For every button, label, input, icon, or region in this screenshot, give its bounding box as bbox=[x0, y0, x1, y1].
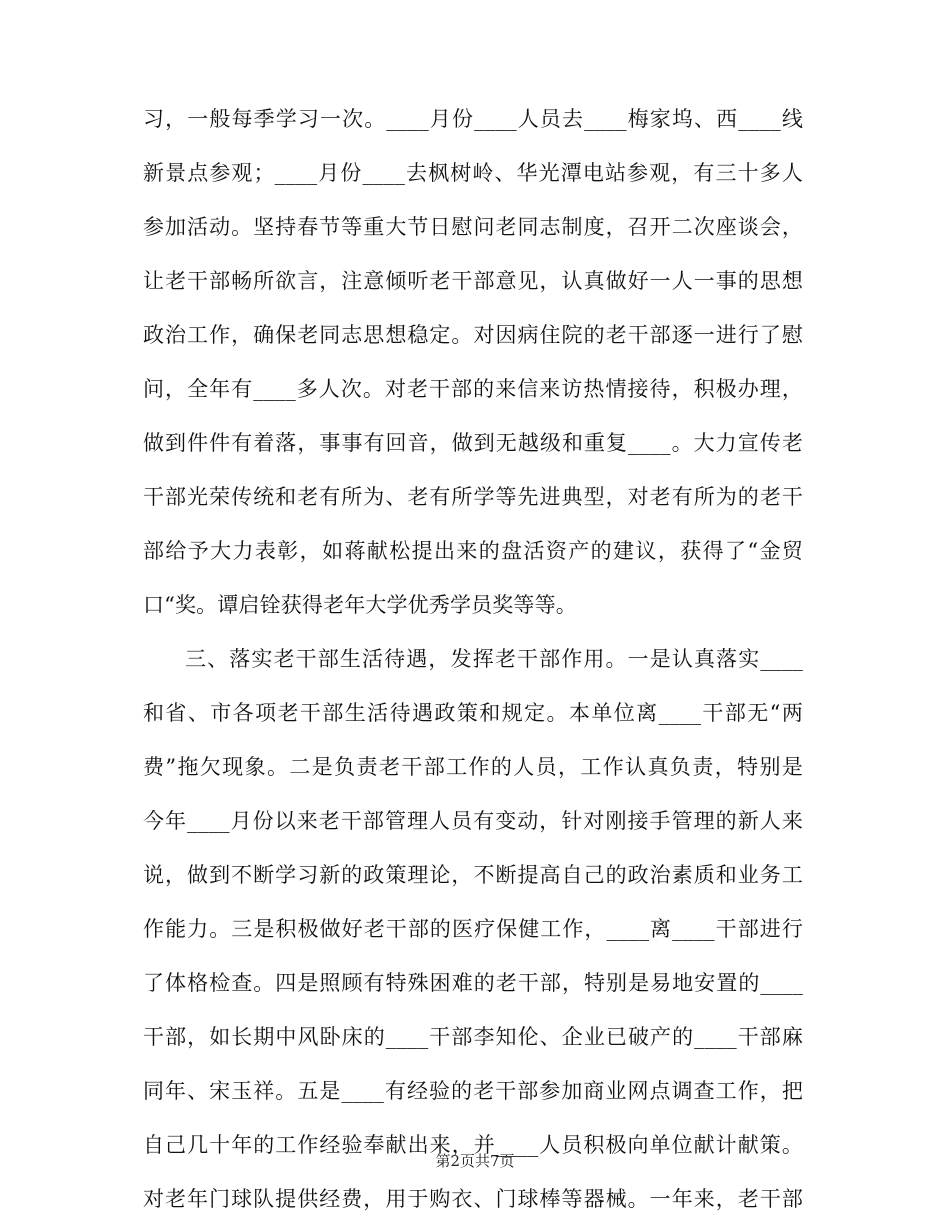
text-line: 和省、市各项老干部生活待遇政策和规定。本单位离____干部无“两 bbox=[143, 701, 803, 725]
page-number-footer: 第2页共7页 bbox=[435, 1152, 515, 1170]
text-line: 今年____月份以来老干部管理人员有变动，针对刚接手管理的新人来 bbox=[143, 809, 803, 833]
text-line: 作能力。三是积极做好老干部的医疗保健工作，____离____干部进行 bbox=[143, 917, 803, 941]
text-line: 说，做到不断学习新的政策理论，不断提高自己的政治素质和业务工 bbox=[143, 863, 803, 887]
text-line: 习，一般每季学习一次。____月份____人员去____梅家坞、西____线 bbox=[143, 107, 803, 131]
text-line: 了体格检查。四是照顾有特殊困难的老干部，特别是易地安置的____ bbox=[143, 971, 803, 995]
paragraph-end-line: 口“奖。谭启铨获得老年大学优秀学员奖等等。 bbox=[143, 593, 577, 617]
text-line: 政治工作，确保老同志思想稳定。对因病住院的老干部逐一进行了慰 bbox=[143, 323, 803, 347]
text-line: 问，全年有____多人次。对老干部的来信来访热情接待，积极办理， bbox=[143, 377, 803, 401]
text-line: 同年、宋玉祥。五是____有经验的老干部参加商业网点调查工作，把 bbox=[143, 1079, 803, 1103]
text-line: 做到件件有着落，事事有回音，做到无越级和重复____。大力宣传老 bbox=[143, 431, 803, 455]
text-line: 让老干部畅所欲言，注意倾听老干部意见，认真做好一人一事的思想 bbox=[143, 269, 803, 293]
text-line: 干部，如长期中风卧床的____干部李知伦、企业已破产的____干部麻 bbox=[143, 1025, 803, 1049]
text-line: 干部光荣传统和老有所为、老有所学等先进典型，对老有所为的老干 bbox=[143, 485, 803, 509]
text-line: 费”拖欠现象。二是负责老干部工作的人员，工作认真负责，特别是 bbox=[143, 755, 803, 779]
text-line: 部给予大力表彰，如蒋献松提出来的盘活资产的建议，获得了“金贸 bbox=[143, 539, 803, 563]
text-line: 自己几十年的工作经验奉献出来，并____人员积极向单位献计献策。 bbox=[143, 1133, 803, 1157]
text-line: 新景点参观；____月份____去枫树岭、华光潭电站参观，有三十多人 bbox=[143, 161, 803, 185]
text-line: 对老年门球队提供经费，用于购衣、门球棒等器械。一年来，老干部 bbox=[143, 1187, 803, 1211]
text-line: 参加活动。坚持春节等重大节日慰问老同志制度，召开二次座谈会， bbox=[143, 215, 803, 239]
section-three-heading-line: 三、落实老干部生活待遇，发挥老干部作用。一是认真落实____ bbox=[185, 647, 803, 671]
body-text bbox=[143, 92, 803, 1226]
